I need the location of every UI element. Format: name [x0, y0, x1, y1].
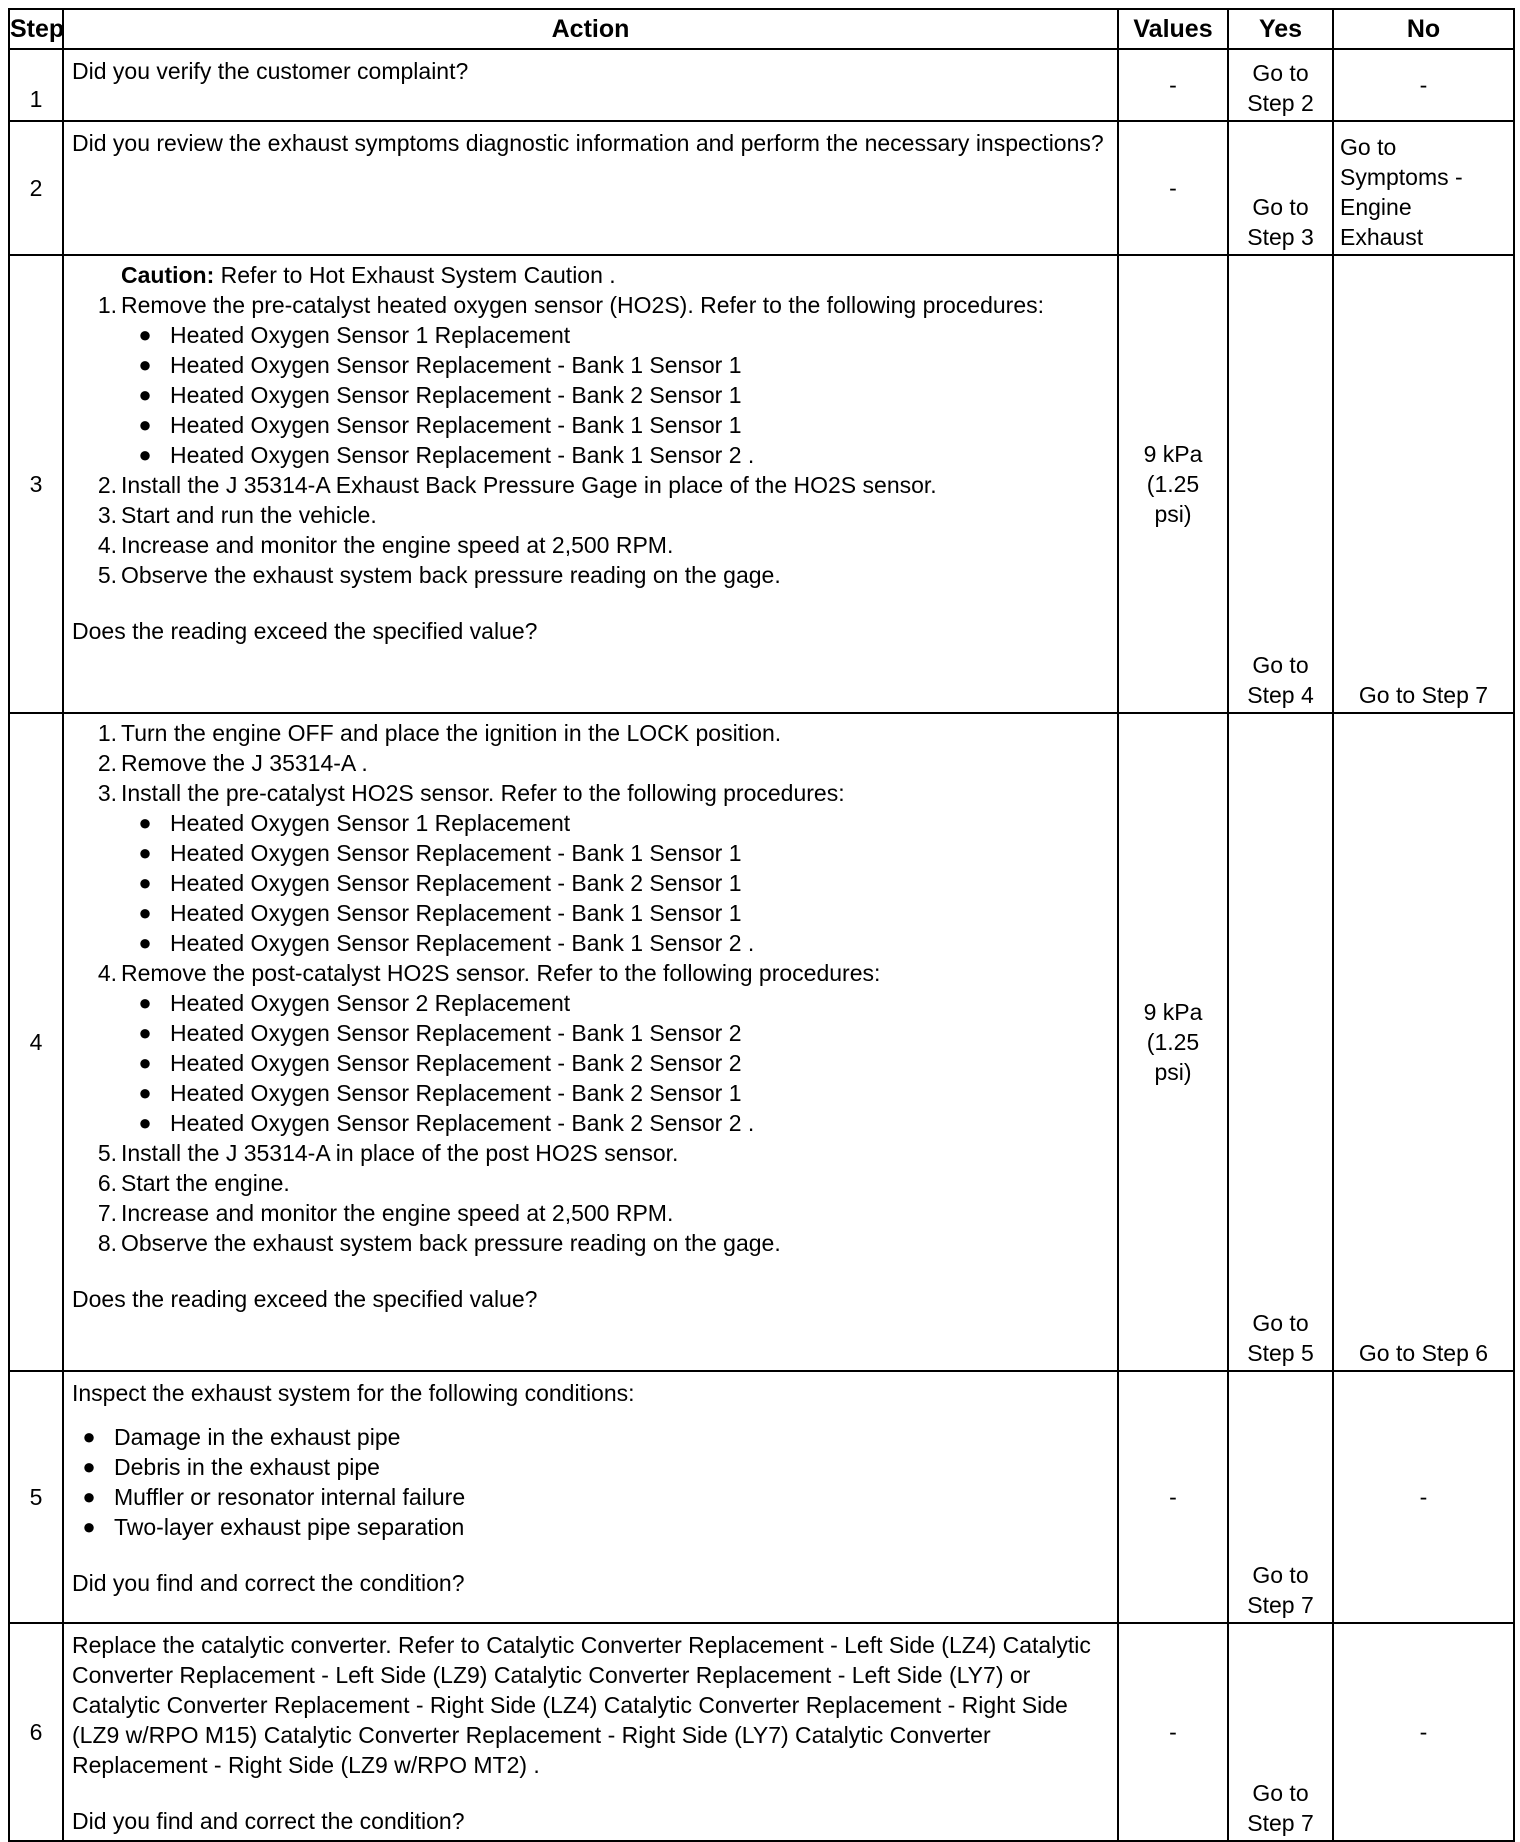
list-number: 4. [97, 532, 117, 558]
caution-note [72, 260, 1109, 290]
header-no: No [1333, 9, 1514, 49]
header-values: Values [1118, 9, 1228, 49]
table-row [9, 121, 1514, 255]
bullet-text: Debris in the exhaust pipe [114, 1454, 380, 1480]
action-cell [63, 713, 1118, 1371]
list-number: 4. [97, 960, 117, 986]
bullet-text: Two-layer exhaust pipe separation [114, 1514, 465, 1540]
table-row [9, 1371, 1514, 1623]
list-number: 8. [97, 1230, 117, 1256]
list-text: Start and run the vehicle. [121, 502, 377, 528]
list-item [72, 470, 1109, 500]
list-text: Remove the pre-catalyst heated oxygen sensor (HO2S). Refer to the following procedures: [121, 292, 1045, 318]
list-number: 5. [97, 1140, 117, 1166]
question-text: Did you verify the customer complaint? [72, 58, 469, 84]
bullet-text: Heated Oxygen Sensor Replacement - Bank 1 Sensor 2 . [170, 442, 755, 468]
list-number: 1. [97, 720, 117, 746]
bullet-text: Heated Oxygen Sensor 1 Replacement [170, 322, 571, 348]
values-cell: - [1118, 121, 1228, 255]
bullet-item [138, 320, 1109, 350]
bullet-icon: ● [82, 1484, 96, 1509]
diagnostic-table [8, 8, 1515, 1842]
step-number: 4 [9, 713, 63, 1371]
bullet-item [138, 1018, 1109, 1048]
bullet-item [82, 1422, 1109, 1452]
header-step: Step [9, 9, 63, 49]
bullet-icon: ● [138, 930, 152, 955]
bullet-icon: ● [138, 900, 152, 925]
bullet-item [138, 928, 1109, 958]
bullet-item [138, 440, 1109, 470]
no-cell: - [1333, 49, 1514, 121]
bullet-text: Heated Oxygen Sensor 1 Replacement [170, 810, 571, 836]
question-text: Did you find and correct the condition? [72, 1570, 465, 1596]
action-cell [63, 49, 1118, 121]
bullet-icon: ● [82, 1454, 96, 1479]
no-cell: - [1333, 1623, 1514, 1841]
list-text: Observe the exhaust system back pressure reading on the gage. [121, 562, 781, 588]
bullet-icon: ● [138, 840, 152, 865]
list-number: 2. [97, 750, 117, 776]
bullet-text: Heated Oxygen Sensor Replacement - Bank 2 Sensor 2 [170, 1050, 742, 1076]
list-text: Install the J 35314-A in place of the post HO2S sensor. [121, 1140, 679, 1166]
bullet-item [82, 1452, 1109, 1482]
bullet-icon: ● [138, 810, 152, 835]
bullet-icon: ● [138, 1020, 152, 1045]
no-cell: Go to Step 7 [1333, 255, 1514, 713]
list-item [72, 778, 1109, 808]
action-cell [63, 1623, 1118, 1841]
list-text: Install the pre-catalyst HO2S sensor. Refer to the following procedures: [121, 780, 845, 806]
list-number: 2. [97, 472, 117, 498]
list-text: Start the engine. [121, 1170, 290, 1196]
yes-cell: Go to Step 2 [1228, 49, 1333, 121]
list-item [72, 1198, 1109, 1228]
no-cell: Go to Symptoms - Engine Exhaust [1333, 121, 1514, 255]
bullet-text: Damage in the exhaust pipe [114, 1424, 401, 1450]
list-number: 1. [97, 292, 117, 318]
bullet-list [72, 988, 1109, 1138]
values-cell: - [1118, 49, 1228, 121]
condition-list [72, 1422, 1109, 1542]
list-number: 3. [97, 502, 117, 528]
yes-cell: Go to Step 7 [1228, 1371, 1333, 1623]
bullet-item [138, 868, 1109, 898]
bullet-text: Heated Oxygen Sensor Replacement - Bank 1 Sensor 1 [170, 352, 742, 378]
procedure-list [72, 290, 1109, 590]
bullet-list [72, 320, 1109, 470]
step-number: 6 [9, 1623, 63, 1841]
list-item [72, 1228, 1109, 1258]
list-text: Increase and monitor the engine speed at 2,500 RPM. [121, 532, 674, 558]
bullet-text: Heated Oxygen Sensor Replacement - Bank 1 Sensor 1 [170, 840, 742, 866]
list-number: 5. [97, 562, 117, 588]
bullet-item [138, 898, 1109, 928]
values-cell: - [1118, 1623, 1228, 1841]
yes-cell: Go to Step 7 [1228, 1623, 1333, 1841]
list-text: Observe the exhaust system back pressure reading on the gage. [121, 1230, 781, 1256]
bullet-text: Heated Oxygen Sensor 2 Replacement [170, 990, 571, 1016]
header-action: Action [63, 9, 1118, 49]
list-item [72, 718, 1109, 748]
bullet-text: Heated Oxygen Sensor Replacement - Bank 1 Sensor 1 [170, 900, 742, 926]
bullet-item [138, 380, 1109, 410]
bullet-icon: ● [138, 1050, 152, 1075]
bullet-item [138, 1078, 1109, 1108]
procedure-list [72, 718, 1109, 1258]
list-text: Increase and monitor the engine speed at 2,500 RPM. [121, 1200, 674, 1226]
table-row [9, 49, 1514, 121]
list-text: Remove the post-catalyst HO2S sensor. Refer to the following procedures: [121, 960, 881, 986]
yes-cell: Go to Step 3 [1228, 121, 1333, 255]
bullet-text: Heated Oxygen Sensor Replacement - Bank 2 Sensor 1 [170, 1080, 742, 1106]
question-text: Did you find and correct the condition? [72, 1808, 465, 1834]
bullet-text: Heated Oxygen Sensor Replacement - Bank 1 Sensor 1 [170, 412, 742, 438]
bullet-text: Heated Oxygen Sensor Replacement - Bank 1 Sensor 2 . [170, 930, 755, 956]
bullet-item [138, 1048, 1109, 1078]
bullet-item [138, 808, 1109, 838]
no-cell: - [1333, 1371, 1514, 1623]
action-cell [63, 1371, 1118, 1623]
question-text: Does the reading exceed the specified value? [72, 618, 538, 644]
bullet-text: Heated Oxygen Sensor Replacement - Bank 2 Sensor 2 . [170, 1110, 755, 1136]
action-cell [63, 121, 1118, 255]
yes-cell: Go to Step 4 [1228, 255, 1333, 713]
header-row [9, 9, 1514, 49]
bullet-list [72, 808, 1109, 958]
list-text: Turn the engine OFF and place the ignition in the LOCK position. [121, 720, 782, 746]
caution-label: Caution: [121, 262, 215, 288]
bullet-icon: ● [138, 870, 152, 895]
step-number: 2 [9, 121, 63, 255]
bullet-text: Heated Oxygen Sensor Replacement - Bank 1 Sensor 2 [170, 1020, 742, 1046]
list-item [72, 1168, 1109, 1198]
bullet-item [138, 350, 1109, 380]
bullet-icon: ● [82, 1514, 96, 1539]
list-item [72, 290, 1109, 320]
bullet-text: Heated Oxygen Sensor Replacement - Bank 2 Sensor 1 [170, 382, 742, 408]
list-text: Install the J 35314-A Exhaust Back Pressure Gage in place of the HO2S sensor. [121, 472, 937, 498]
bullet-icon: ● [138, 990, 152, 1015]
list-item [72, 500, 1109, 530]
table-row [9, 1623, 1514, 1841]
values-cell: - [1118, 1371, 1228, 1623]
bullet-icon: ● [138, 442, 152, 467]
table-row [9, 713, 1514, 1371]
table-row [9, 255, 1514, 713]
bullet-icon: ● [138, 382, 152, 407]
instruction-text: Replace the catalytic converter. Refer to Catalytic Converter Replacement - Left Side (LZ4) Catalytic Converter Replacement - Left Side (LZ9) Catalytic Converter Replacement - Left Side (LY7) or Catalytic Converter Replacement - Right Side (LZ4) Catalytic Converter Replacement - Right Side (LZ9 w/RPO M15) Catalytic Converter Replacement - Right Side (LY7) Catalytic Converter Replacement - Right Side (LZ9 w/RPO MT2) . [72, 1632, 1091, 1778]
list-item [72, 748, 1109, 778]
list-number: 7. [97, 1200, 117, 1226]
step-number: 3 [9, 255, 63, 713]
bullet-icon: ● [138, 322, 152, 347]
step-number: 5 [9, 1371, 63, 1623]
bullet-icon: ● [138, 412, 152, 437]
list-item [72, 530, 1109, 560]
question-text: Does the reading exceed the specified value? [72, 1286, 538, 1312]
values-cell: 9 kPa (1.25 psi) [1118, 713, 1228, 1371]
bullet-icon: ● [138, 352, 152, 377]
bullet-item [82, 1482, 1109, 1512]
header-yes: Yes [1228, 9, 1333, 49]
action-cell [63, 255, 1118, 713]
list-item [72, 1138, 1109, 1168]
list-number: 6. [97, 1170, 117, 1196]
list-number: 3. [97, 780, 117, 806]
no-cell: Go to Step 6 [1333, 713, 1514, 1371]
bullet-text: Heated Oxygen Sensor Replacement - Bank 2 Sensor 1 [170, 870, 742, 896]
bullet-icon: ● [138, 1110, 152, 1135]
bullet-item [138, 410, 1109, 440]
bullet-item [138, 838, 1109, 868]
bullet-item [82, 1512, 1109, 1542]
bullet-item [138, 988, 1109, 1018]
question-text: Did you review the exhaust symptoms diagnostic information and perform the necessary inspections? [72, 130, 1104, 156]
bullet-icon: ● [82, 1424, 96, 1449]
bullet-icon: ● [138, 1080, 152, 1105]
yes-cell: Go to Step 5 [1228, 713, 1333, 1371]
caution-text: Refer to Hot Exhaust System Caution . [214, 262, 616, 288]
intro-text: Inspect the exhaust system for the following conditions: [72, 1380, 635, 1406]
step-number: 1 [9, 49, 63, 121]
list-item [72, 958, 1109, 988]
values-cell: 9 kPa (1.25 psi) [1118, 255, 1228, 713]
bullet-text: Muffler or resonator internal failure [114, 1484, 466, 1510]
list-item [72, 560, 1109, 590]
bullet-item [138, 1108, 1109, 1138]
list-text: Remove the J 35314-A . [121, 750, 368, 776]
